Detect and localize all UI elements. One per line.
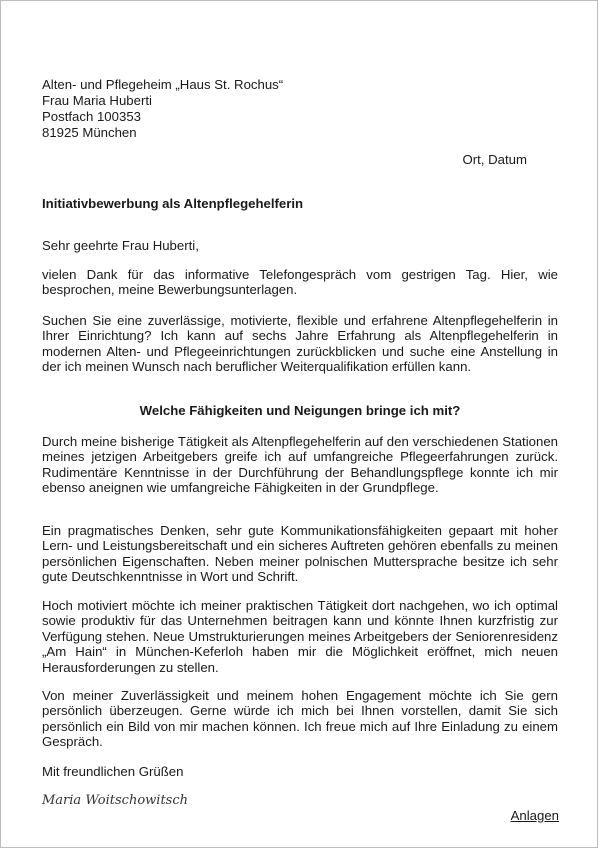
signature: Maria Woitschowitsch xyxy=(42,793,188,808)
recipient-line-1: Alten- und Pflegeheim „Haus St. Rochus“ xyxy=(42,77,284,92)
body-paragraph-2: Ein pragmatisches Denken, sehr gute Kommunikationsfähigkeiten gepaart mit hoher Lern- und Leistungsbereitschaft und ein sicheres Auftreten gehören ebenfalls zu meinen persönlichen Eigenschaften. Neben meiner polnischen Muttersprache besitze ich sehr gute Deutschkenntnisse in Wort und Schrift. xyxy=(42,523,558,585)
place-date: Ort, Datum xyxy=(462,152,527,167)
recipient-address xyxy=(42,77,283,141)
closing-formula: Mit freundlichen Grüßen xyxy=(42,764,184,779)
motivation-paragraph: Suchen Sie eine zuverlässige, motivierte, flexible und erfahrene Altenpflegehelferin in Ihrer Einrichtung? Ich kann auf sechs Jahre Erfahrung als Altenpflegehelferin in modernen Alten- und Pflegeeinrichtungen zurückblicken und suche eine Anstellung in der ich meinen Wunsch nach beruflicher Weiterqualifikation erfüllen kann. xyxy=(42,313,558,375)
recipient-line-2: Frau Maria Huberti xyxy=(42,93,152,108)
body-paragraph-1: Durch meine bisherige Tätigkeit als Altenpflegehelferin auf den verschiedenen Stationen meines jetzigen Arbeitgebers greife ich auf umfangreiche Pflegeerfahrungen zurück. Rudimentäre Kenntnisse in der Durchführung der Behandlungspflege konnte ich mir ebenso aneignen wie umfangreiche Fähigkeiten in der Grundpflege. xyxy=(42,434,558,496)
body-paragraph-4: Von meiner Zuverlässigkeit und meinem hohen Engagement möchte ich Sie gern persönlich überzeugen. Gerne würde ich mich bei Ihnen vorstellen, damit Sie sich persönlich ein Bild von mir machen können. Ich freue mich auf Ihre Einladung zu einem Gespräch. xyxy=(42,688,558,750)
recipient-line-4: 81925 München xyxy=(42,125,137,140)
intro-paragraph: vielen Dank für das informative Telefongespräch vom gestrigen Tag. Hier, wie besprochen, meine Bewerbungsunterlagen. xyxy=(42,267,558,298)
subject-line: Initiativbewerbung als Altenpflegehelferin xyxy=(42,196,304,211)
attachments-link[interactable]: Anlagen xyxy=(510,808,559,823)
salutation: Sehr geehrte Frau Huberti, xyxy=(42,238,199,253)
recipient-line-3: Postfach 100353 xyxy=(42,109,141,124)
body-paragraph-3: Hoch motiviert möchte ich meiner praktischen Tätigkeit dort nachgehen, wo ich optimal sowie produktiv für das Unternehmen beitragen kann und könnte Ihnen kurzfristig zur Verfügung stehen. Neue Umstrukturierungen meines Arbeitgebers der Seniorenresidenz „Am Hain“ in München-Keferloh haben mir die Möglichkeit eröffnet, mich neuen Herausforderungen zu stellen. xyxy=(42,598,558,675)
section-heading: Welche Fähigkeiten und Neigungen bringe ich mit? xyxy=(139,403,461,418)
